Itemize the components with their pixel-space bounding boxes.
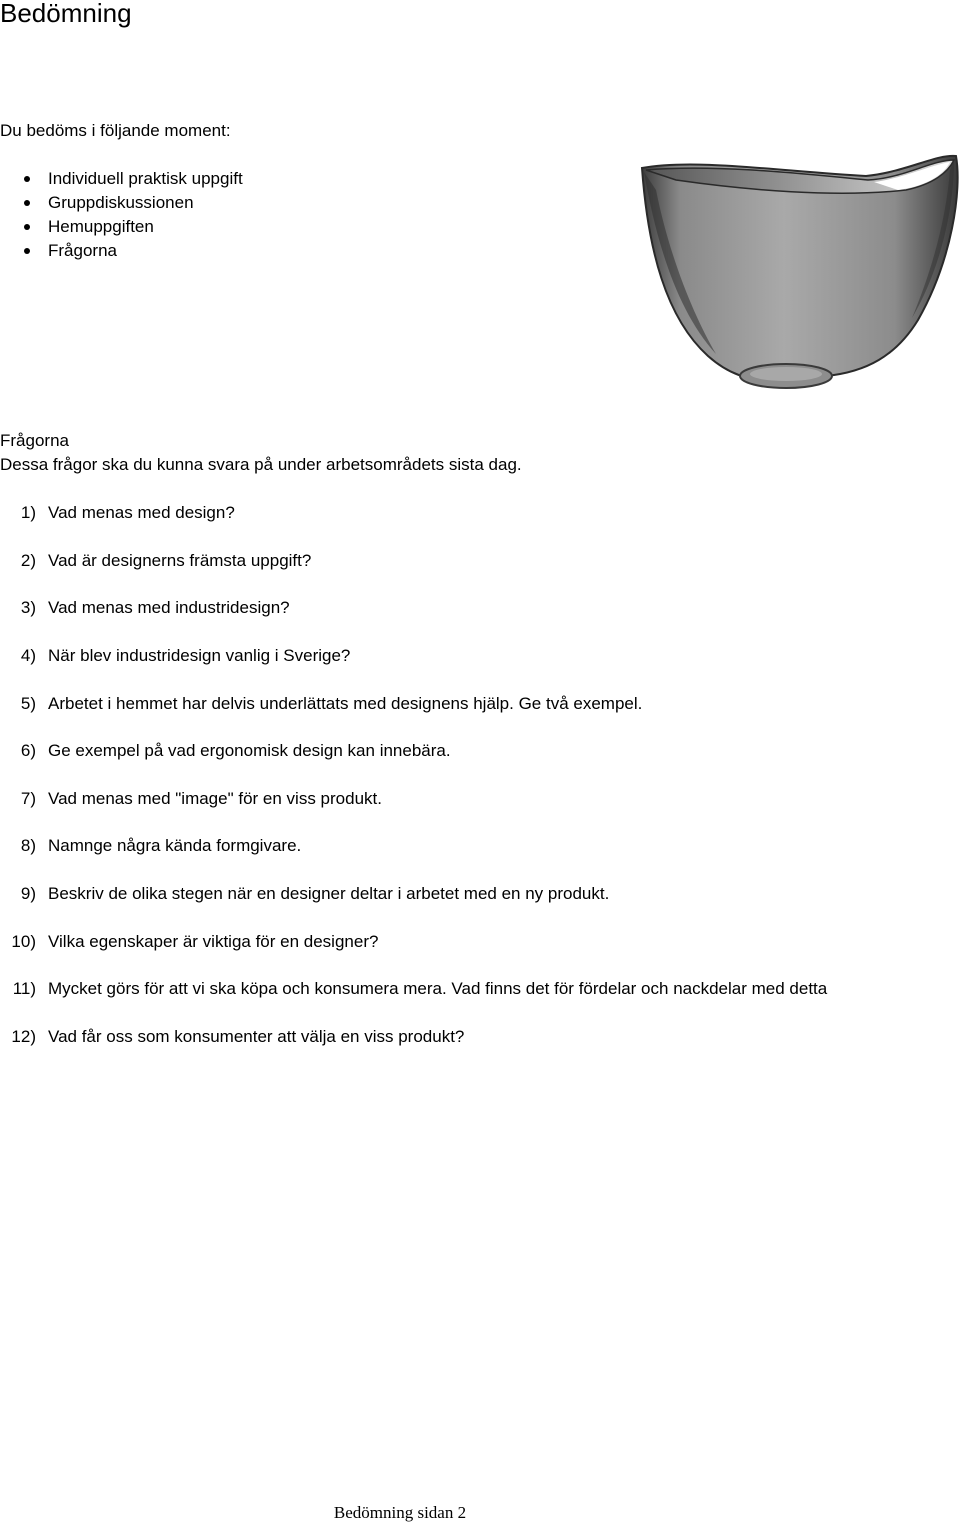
question-item	[0, 644, 827, 692]
question-item	[0, 501, 827, 549]
question-item	[0, 977, 827, 1025]
question-item	[0, 596, 827, 644]
list-item	[0, 191, 243, 215]
question-text: Vad menas med "image" för en viss produkt.	[48, 788, 382, 808]
question-number: 1)	[20, 503, 36, 522]
assessment-intro: Du bedöms i följande moment:	[0, 121, 231, 140]
question-text: Vilka egenskaper är viktiga för en designer?	[48, 931, 379, 951]
questions-intro: Dessa frågor ska du kunna svara på under arbetsområdets sista dag.	[0, 455, 522, 474]
question-item	[0, 549, 827, 597]
question-text: När blev industridesign vanlig i Sverige?	[48, 645, 351, 665]
bullet-icon	[24, 200, 30, 206]
list-item	[0, 215, 243, 239]
bullet-icon	[24, 176, 30, 182]
list-item-text: Frågorna	[48, 241, 117, 260]
question-item	[0, 739, 827, 787]
glass-bowl-image	[636, 150, 960, 400]
question-number: 7)	[20, 788, 36, 808]
list-item	[0, 239, 243, 263]
question-text: Vad menas med industridesign?	[48, 598, 290, 618]
question-text: Arbetet i hemmet har delvis underlättats med designens hjälp. Ge två exempel.	[48, 693, 643, 713]
question-text: Mycket görs för att vi ska köpa och konsumera mera. Vad finns det för fördelar och nackdelar med detta	[48, 979, 828, 999]
list-item	[0, 167, 243, 191]
questions-list	[0, 501, 827, 1073]
question-number: 10)	[11, 931, 36, 951]
list-item-text: Gruppdiskussionen	[48, 193, 194, 212]
question-text: Ge exempel på vad ergonomisk design kan innebära.	[48, 741, 451, 761]
question-item	[0, 1025, 827, 1073]
assessment-list	[0, 167, 243, 263]
question-text: Vad får oss som konsumenter att välja en viss produkt?	[48, 1027, 465, 1047]
question-text: Beskriv de olika stegen när en designer deltar i arbetet med en ny produkt.	[48, 884, 610, 904]
page-footer: Bedömning sidan 2	[333, 1503, 467, 1522]
question-text: Vad menas med design?	[48, 503, 235, 522]
list-item-text: Individuell praktisk uppgift	[48, 169, 243, 188]
question-number: 3)	[20, 598, 36, 618]
question-number: 4)	[20, 645, 36, 665]
question-text: Namnge några kända formgivare.	[48, 836, 302, 856]
page-title: Bedömning	[0, 0, 132, 28]
bullet-icon	[24, 224, 30, 230]
question-number: 2)	[20, 550, 36, 570]
question-text: Vad är designerns främsta uppgift?	[48, 550, 312, 570]
question-number: 9)	[20, 884, 36, 904]
question-number: 5)	[20, 693, 36, 713]
question-item	[0, 930, 827, 978]
question-item	[0, 692, 827, 740]
question-item	[0, 882, 827, 930]
question-item	[0, 834, 827, 882]
question-item	[0, 787, 827, 835]
question-number: 12)	[11, 1027, 36, 1047]
questions-heading: Frågorna	[0, 431, 69, 450]
question-number: 6)	[20, 741, 36, 761]
list-item-text: Hemuppgiften	[48, 217, 154, 236]
question-number: 8)	[20, 836, 36, 856]
bullet-icon	[24, 248, 30, 254]
question-number: 11)	[12, 979, 36, 999]
